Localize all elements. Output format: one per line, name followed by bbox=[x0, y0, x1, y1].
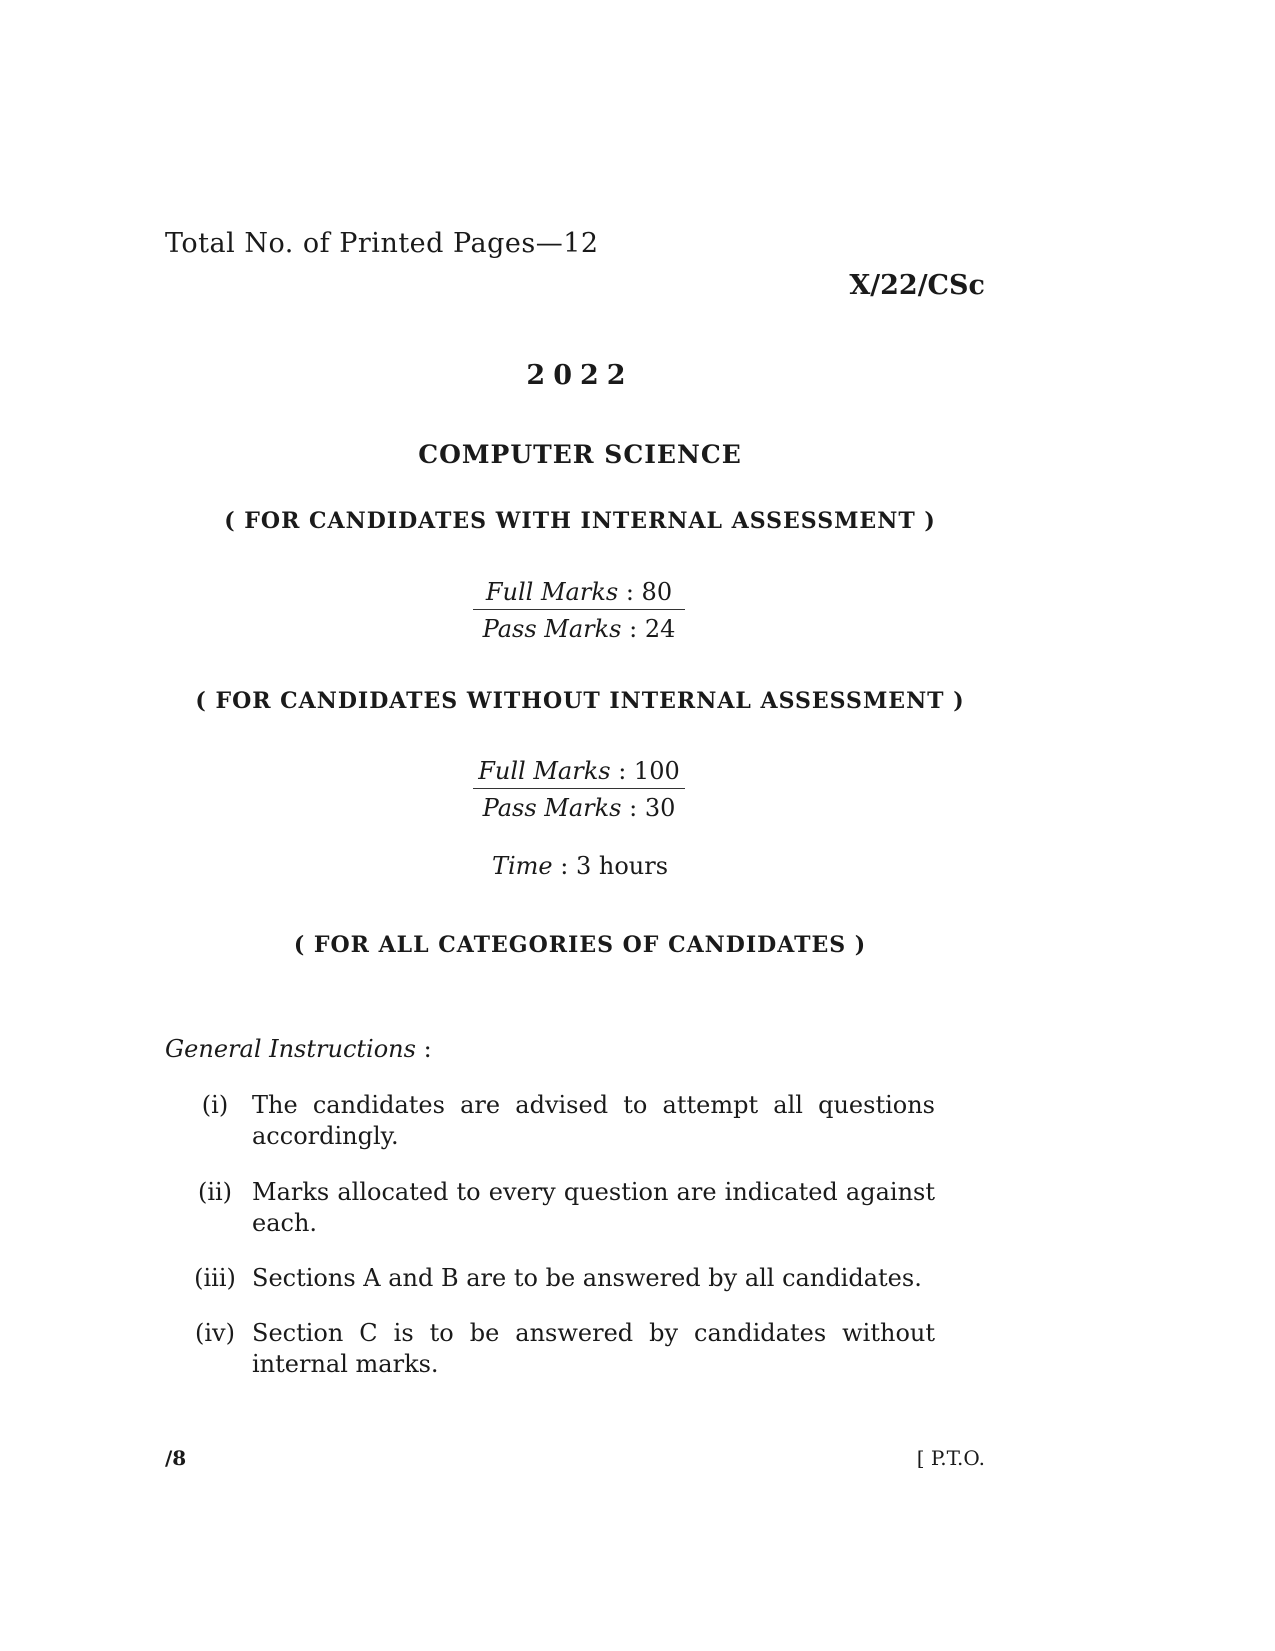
with-internal-marks bbox=[473, 575, 685, 646]
printed-pages-count: Total No. of Printed Pages—12 bbox=[165, 228, 599, 259]
instruction-item bbox=[190, 1090, 935, 1152]
with-internal-heading: ( FOR CANDIDATES WITH INTERNAL ASSESSMENT ) bbox=[224, 508, 936, 534]
full-marks-row: Full Marks : 100 bbox=[473, 754, 685, 789]
instruction-text: Sections A and B are to be answered by all candidates. bbox=[252, 1264, 922, 1292]
instruction-item bbox=[190, 1318, 935, 1380]
pass-marks-value: 24 bbox=[644, 615, 676, 643]
instruction-item bbox=[190, 1263, 935, 1294]
paper-code: X/22/CSc bbox=[849, 270, 985, 301]
without-internal-heading: ( FOR CANDIDATES WITHOUT INTERNAL ASSESSMENT ) bbox=[195, 688, 965, 714]
full-marks-value: 100 bbox=[633, 757, 680, 785]
instruction-number: (ii) bbox=[197, 1178, 233, 1206]
full-marks-row: Full Marks : 80 bbox=[473, 575, 685, 610]
footer-pto: [ P.T.O. bbox=[916, 1446, 985, 1470]
instruction-number: (iii) bbox=[194, 1264, 236, 1292]
pass-marks-value: 30 bbox=[644, 794, 676, 822]
pass-marks-row: Pass Marks : 24 bbox=[482, 615, 676, 643]
all-categories-heading: ( FOR ALL CATEGORIES OF CANDIDATES ) bbox=[293, 932, 867, 958]
pass-marks-label: Pass Marks bbox=[482, 615, 622, 643]
exam-year: 2022 bbox=[526, 360, 634, 391]
full-marks-value: 80 bbox=[641, 578, 673, 606]
exam-time: Time : 3 hours bbox=[491, 852, 669, 880]
full-marks-label: Full Marks bbox=[485, 578, 619, 606]
footer-page-code: /8 bbox=[165, 1446, 187, 1470]
subject-title: COMPUTER SCIENCE bbox=[418, 440, 742, 469]
time-label: Time bbox=[491, 852, 553, 880]
instruction-text: The candidates are advised to attempt all questions accordingly. bbox=[252, 1091, 935, 1150]
general-instructions-title: General Instructions : bbox=[165, 1035, 432, 1063]
instruction-item bbox=[190, 1177, 935, 1239]
instruction-text: Section C is to be answered by candidates without internal marks. bbox=[252, 1319, 935, 1378]
pass-marks-row: Pass Marks : 30 bbox=[482, 794, 676, 822]
full-marks-label: Full Marks bbox=[478, 757, 611, 785]
time-value: 3 hours bbox=[575, 852, 669, 880]
instruction-text: Marks allocated to every question are indicated against each. bbox=[252, 1178, 935, 1237]
instruction-number: (iv) bbox=[195, 1319, 235, 1347]
instruction-number: (i) bbox=[201, 1091, 229, 1119]
pass-marks-label: Pass Marks bbox=[482, 794, 622, 822]
without-internal-marks bbox=[473, 754, 685, 825]
instructions-title-text: General Instructions bbox=[165, 1035, 416, 1063]
